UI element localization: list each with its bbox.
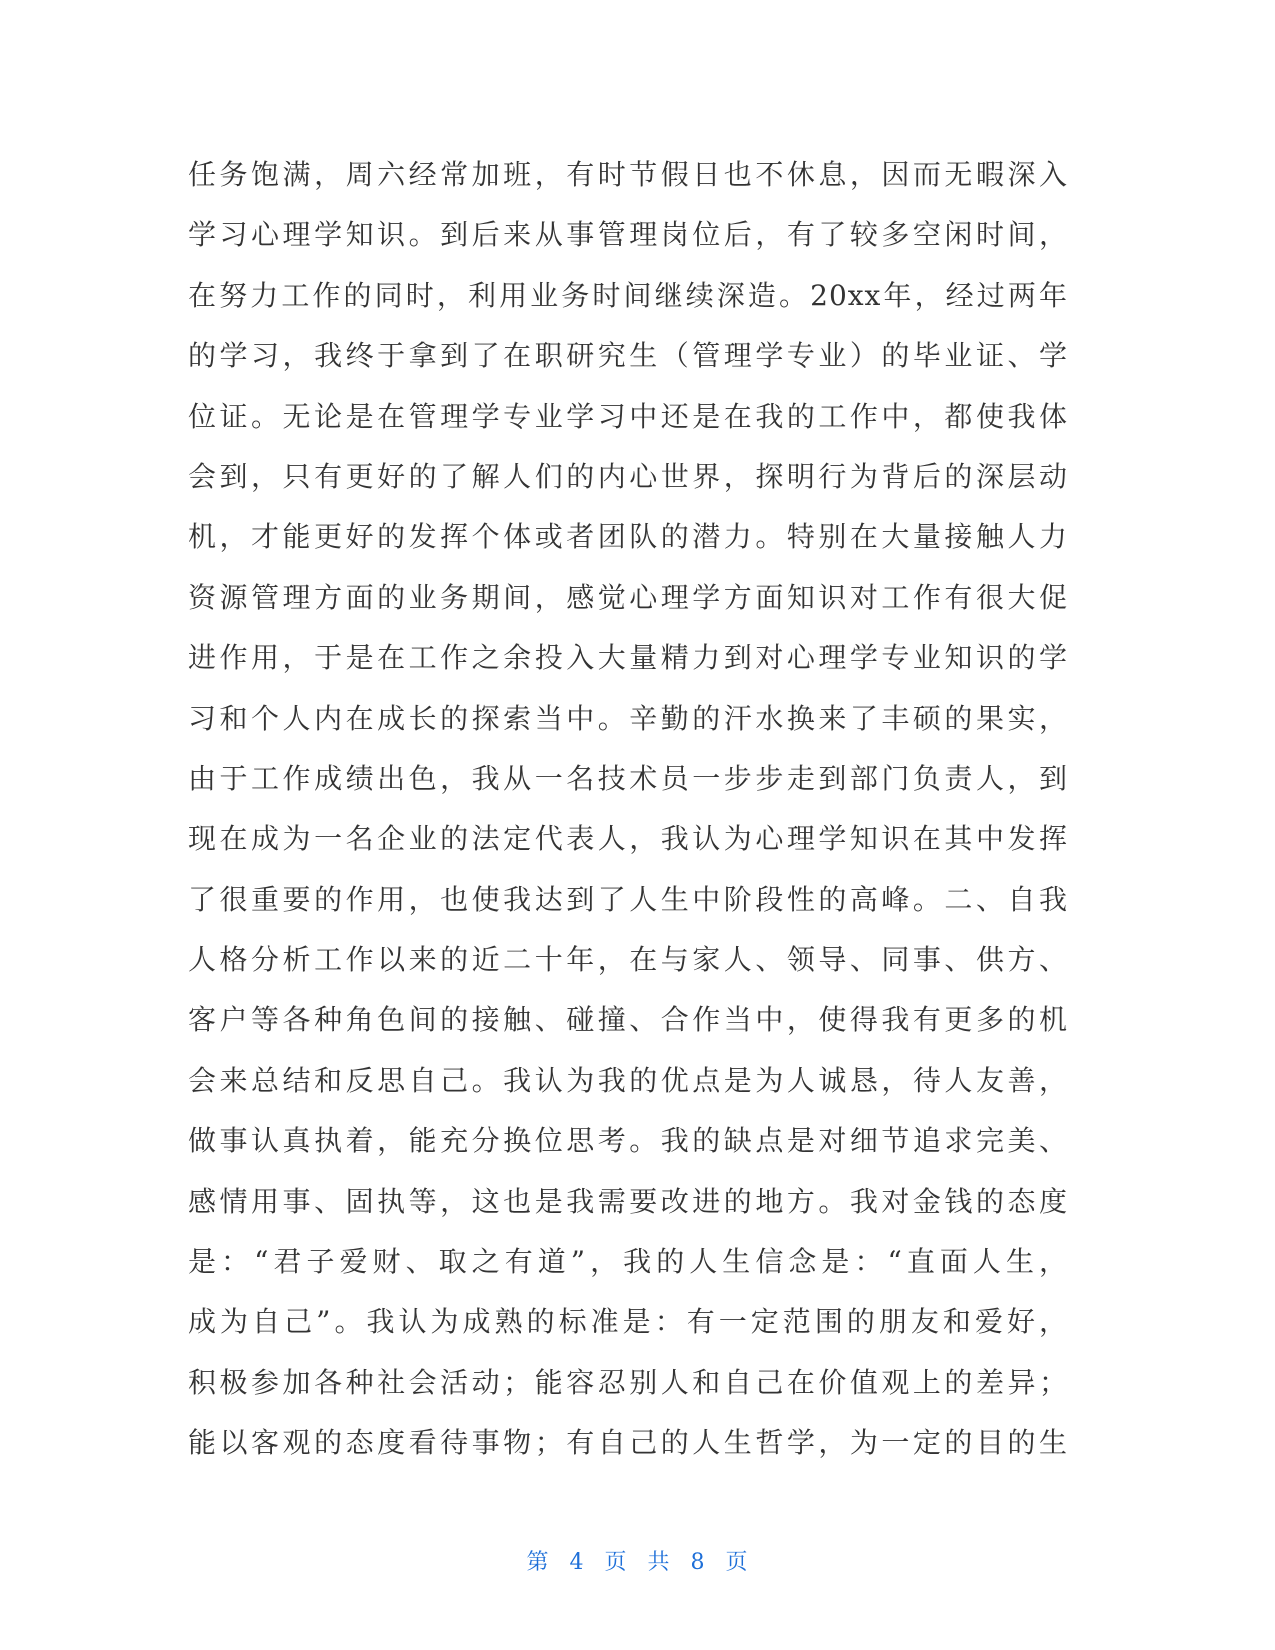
footer-suffix: 页 xyxy=(725,1550,749,1575)
body-line: 会到，只有更好的了解人们的内心世界，探明行为背后的深层动 xyxy=(188,459,1068,493)
page-footer xyxy=(0,1545,1275,1576)
body-line: 现在成为一名企业的法定代表人，我认为心理学知识在其中发挥 xyxy=(188,822,1068,856)
body-line: 任务饱满，周六经常加班，有时节假日也不休息，因而无暇深入 xyxy=(188,158,1068,191)
body-line: 了很重要的作用，也使我达到了人生中阶段性的高峰。二、自我 xyxy=(188,882,1068,916)
body-line: 会来总结和反思自己。我认为我的优点是为人诚恳，待人友善， xyxy=(188,1063,1068,1097)
body-line: 资源管理方面的业务期间，感觉心理学方面知识对工作有很大促 xyxy=(188,580,1068,614)
body-line: 在努力工作的同时，利用业务时间继续深造。20xx年，经过两年 xyxy=(188,278,1068,312)
body-line: 习和个人内在成长的探索当中。辛勤的汗水换来了丰硕的果实， xyxy=(188,701,1068,735)
body-line: 位证。无论是在管理学专业学习中还是在我的工作中，都使我体 xyxy=(188,399,1068,433)
body-line: 成为自己”。我认为成熟的标准是：有一定范围的朋友和爱好， xyxy=(188,1305,1068,1339)
body-line: 做事认真执着，能充分换位思考。我的缺点是对细节追求完美、 xyxy=(188,1124,1068,1158)
footer-prefix: 第 xyxy=(526,1550,550,1575)
footer-page-word: 页 xyxy=(604,1550,628,1575)
body-line: 能以客观的态度看待事物；有自己的人生哲学，为一定的目的生 xyxy=(188,1426,1068,1460)
body-line: 是：“君子爱财、取之有道”，我的人生信念是：“直面人生， xyxy=(188,1245,1068,1279)
body-line: 进作用，于是在工作之余投入大量精力到对心理学专业知识的学 xyxy=(188,641,1068,675)
body-line: 人格分析工作以来的近二十年，在与家人、领导、同事、供方、 xyxy=(188,943,1068,977)
footer-total-word: 共 xyxy=(647,1550,671,1575)
body-line: 由于工作成绩出色，我从一名技术员一步步走到部门负责人，到 xyxy=(188,761,1068,795)
body-line: 的学习，我终于拿到了在职研究生（管理学专业）的毕业证、学 xyxy=(188,339,1068,373)
body-line: 客户等各种角色间的接触、碰撞、合作当中，使得我有更多的机 xyxy=(188,1003,1068,1037)
current-page-number: 4 xyxy=(569,1550,585,1575)
total-page-number: 8 xyxy=(690,1550,706,1575)
body-line: 感情用事、固执等，这也是我需要改进的地方。我对金钱的态度 xyxy=(188,1184,1068,1218)
body-line: 学习心理学知识。到后来从事管理岗位后，有了较多空闲时间， xyxy=(188,218,1068,252)
body-line: 机，才能更好的发挥个体或者团队的潜力。特别在大量接触人力 xyxy=(188,520,1068,554)
body-text xyxy=(188,145,1068,1474)
body-line: 积极参加各种社会活动；能容忍别人和自己在价值观上的差异； xyxy=(188,1365,1068,1399)
